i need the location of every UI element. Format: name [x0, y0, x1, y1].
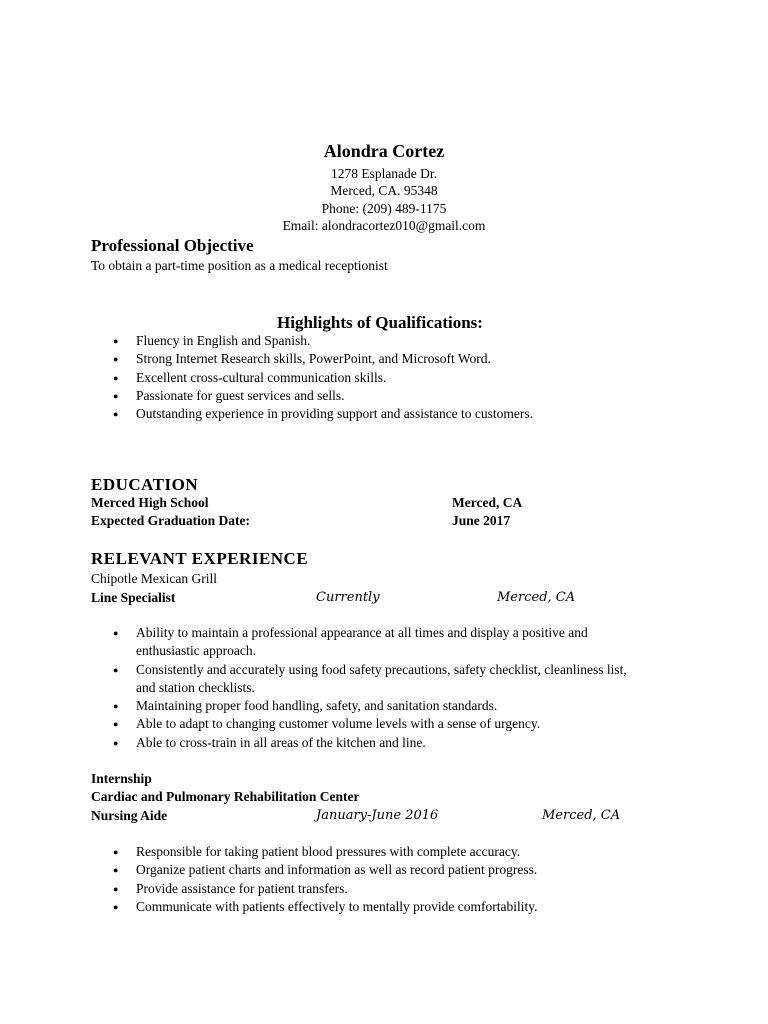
highlights-list — [91, 332, 533, 423]
list-item: ● Able to cross-train in all areas of the kitchen and line. — [91, 734, 627, 752]
list-item: ● Strong Internet Research skills, PowerPoint, and Microsoft Word. — [91, 350, 533, 368]
list-item: ● Able to adapt to changing customer volume levels with a sense of urgency. — [91, 715, 627, 733]
job2-employer: Cardiac and Pulmonary Rehabilitation Center — [91, 789, 360, 804]
city-line: Merced, CA. 95348 — [330, 183, 438, 198]
list-item-continuation: enthusiastic approach. — [136, 643, 256, 659]
list-item: ● Organize patient charts and information as well as record patient progress. — [91, 861, 538, 879]
job1-dates: Currently — [316, 590, 380, 605]
address-line: 1278 Esplanade Dr. — [330, 166, 438, 181]
email-line: Email: alondracortez010@gmail.com — [282, 218, 486, 233]
school-location: Merced, CA — [452, 495, 523, 510]
list-item: ● Maintaining proper food handling, safety, and sanitation standards. — [91, 697, 627, 715]
list-item: ● Passionate for guest services and sells. — [91, 387, 533, 405]
list-item: ● Communicate with patients effectively to mentally provide comfortability. — [91, 898, 538, 916]
education-heading: EDUCATION — [91, 475, 199, 494]
list-item: ● Ability to maintain a professional appearance at all times and display a positive and — [91, 624, 627, 642]
graduation-date: June 2017 — [452, 513, 511, 528]
job1-title: Line Specialist — [91, 590, 176, 605]
job2-dates: January-June 2016 — [316, 808, 439, 823]
experience-heading: RELEVANT EXPERIENCE — [91, 549, 309, 568]
list-item-continuation: and station checklists. — [136, 679, 255, 695]
objective-heading: Professional Objective — [91, 236, 254, 255]
job1-employer: Chipotle Mexican Grill — [91, 571, 217, 586]
job2-duties — [91, 843, 538, 916]
job2-title: Nursing Aide — [91, 808, 168, 823]
school-name: Merced High School — [91, 495, 209, 510]
objective-text: To obtain a part-time position as a medical receptionist — [91, 258, 388, 273]
list-item: ● Responsible for taking patient blood pressures with complete accuracy. — [91, 843, 538, 861]
list-item: ● Fluency in English and Spanish. — [91, 332, 533, 350]
list-item: ● Consistently and accurately using food safety precautions, safety checklist, cleanliness list, — [91, 661, 627, 679]
list-item: ● Excellent cross-cultural communication skills. — [91, 369, 533, 387]
job2-type: Internship — [91, 771, 152, 786]
job1-location: Merced, CA — [497, 590, 576, 605]
job2-location: Merced, CA — [542, 808, 621, 823]
graduation-label: Expected Graduation Date: — [91, 513, 250, 528]
highlights-heading: Highlights of Qualifications: — [277, 313, 483, 332]
list-item: ● Provide assistance for patient transfers. — [91, 880, 538, 898]
list-item: ● Outstanding experience in providing support and assistance to customers. — [91, 405, 533, 423]
resume-name: Alondra Cortez — [323, 141, 445, 161]
phone-line: Phone: (209) 489-1175 — [321, 201, 447, 216]
job1-duties — [91, 624, 627, 752]
